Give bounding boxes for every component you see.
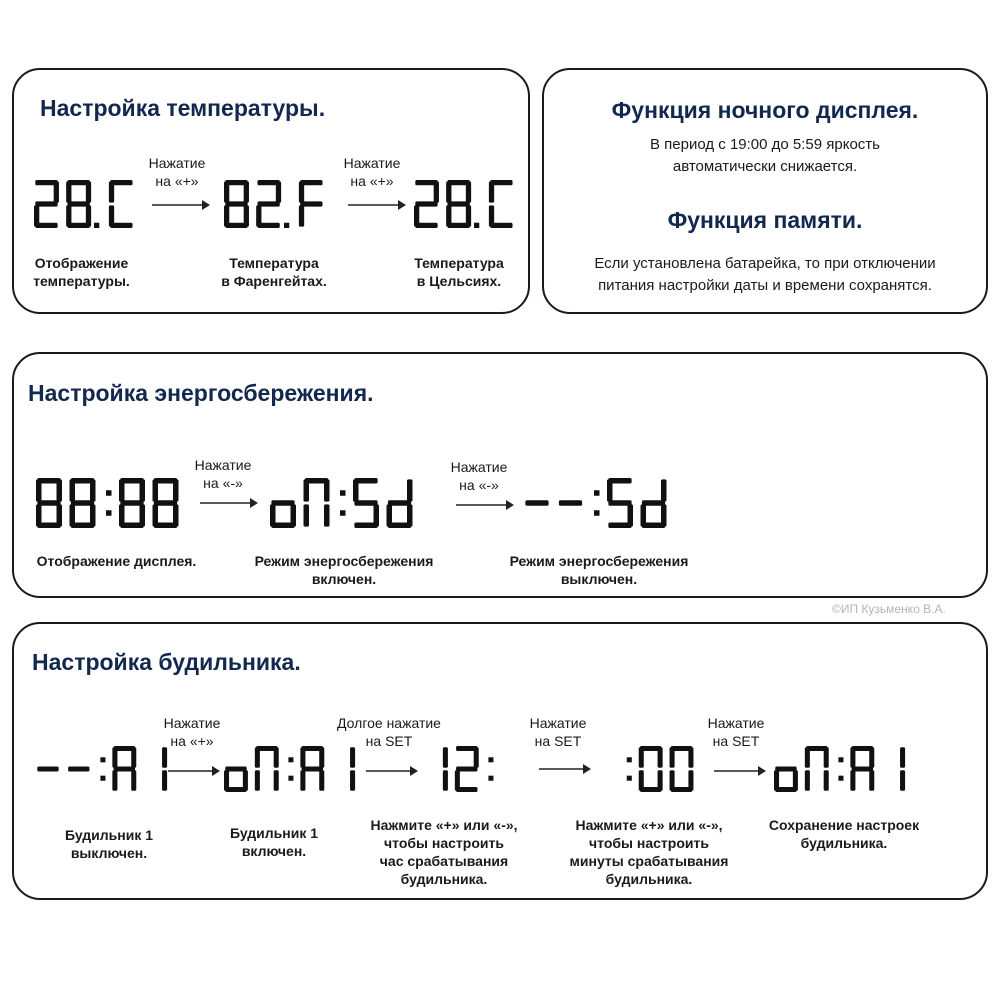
segment-e [641,504,647,526]
segment-b [661,479,667,501]
segment-f [670,747,675,767]
temperature-panel [12,68,530,314]
segment-g [225,766,246,771]
segment-b [869,747,874,767]
segment-c [900,770,905,790]
segment-f [304,479,310,501]
segment-f [66,181,71,202]
segment-f [70,479,76,501]
alarm-arrow-1-label: Нажатие на «+» [163,715,221,749]
segment-c [443,770,448,790]
colon-dot [594,490,600,496]
colon-dot [594,510,600,516]
segment-e [112,770,117,790]
segment-e [639,770,644,790]
segment-g [525,500,548,506]
segment-b [443,747,448,767]
segment-e [304,504,310,526]
segment-e [119,504,125,526]
segment-b [319,747,324,767]
segment-c [869,770,874,790]
segment-e [270,504,276,526]
arrow-icon [714,764,766,782]
segment-b [350,747,355,767]
arrow-icon [456,498,514,516]
segment-e [387,504,393,526]
alarm-caption-5: Сохранение настроек будильника. [768,817,920,851]
segment-c [162,770,167,790]
energy-caption-3: Режим энергосбережения выключен. [509,553,689,587]
segment-e [224,205,229,226]
colon-dot [340,510,346,516]
segment-b [86,181,91,202]
energy-display-2 [270,478,420,530]
segment-f [300,747,305,767]
alarm-caption-4: Нажмите «+» или «-», чтобы настроить минуты срабатывания будильника. [569,817,729,887]
alarm-caption-2: Будильник 1 включен. [229,825,319,859]
segment-f [353,479,359,501]
segment-e [774,770,779,790]
energy-panel [12,352,988,598]
night-memory-panel [542,68,988,314]
alarm-arrow-4-label: Нажатие на SET [707,715,765,749]
segment-b [90,479,96,501]
alarm-display-5 [774,746,912,794]
segment-b [324,479,330,501]
segment-e [446,205,451,226]
segment-e [255,770,260,790]
segment-g [37,500,60,506]
energy-display-1 [36,478,186,530]
segment-g [300,201,322,206]
segment-b [434,181,439,202]
segment-b [824,747,829,767]
segment-g [67,201,89,206]
segment-c [274,770,279,790]
segment-d [257,223,279,228]
segment-g [271,500,294,506]
segment-g [559,500,582,506]
decimal-dot [284,223,289,228]
temp-caption-1: Отображение температуры. [33,255,130,289]
segment-e [66,205,71,226]
segment-f [639,747,644,767]
segment-e [670,770,675,790]
segment-g [154,500,177,506]
segment-b [131,747,136,767]
segment-g [447,201,469,206]
segment-b [276,181,281,202]
colon-dot [627,757,632,762]
segment-e [805,770,810,790]
colon-dot [100,757,105,762]
segment-d [415,223,437,228]
temp-arrow-2-label: Нажатие на «+» [343,155,401,189]
segment-g [225,201,247,206]
segment-d [35,223,57,228]
memory-text: Если установлена батарейка, то при отключении питания настройки даты и времени сохранятся. [594,255,936,294]
segment-g [114,766,135,771]
segment-c [131,770,136,790]
segment-f [805,747,810,767]
segment-b [57,479,63,501]
segment-b [900,747,905,767]
colon-dot [340,490,346,496]
temperature-title: Настройка температуры. [40,95,326,121]
alarm-caption-1: Будильник 1 выключен. [64,827,154,861]
energy-arrow-2-label: Нажатие на «-» [450,459,508,493]
segment-f [607,479,613,501]
segment-e [109,205,114,226]
segment-e [489,205,494,226]
night-title: Функция ночного дисплея. [611,97,919,123]
alarm-arrow-2-label: Долгое нажатие на SET [337,715,441,749]
segment-b [466,181,471,202]
segment-g [68,766,89,771]
segment-e [153,504,159,526]
arrow-icon [539,762,591,780]
segment-g [852,766,873,771]
energy-caption-2: Режим энергосбережения включен. [254,553,434,587]
segment-f [299,181,304,202]
temp-display-3 [414,180,522,230]
segment-f [119,479,125,501]
colon-dot [627,776,632,781]
segment-g [388,500,411,506]
segment-f [112,747,117,767]
colon-dot [288,776,293,781]
arrow-icon [168,764,220,782]
alarm-display-1 [36,746,174,794]
segment-b [658,747,663,767]
colon-dot [838,776,843,781]
alarm-title: Настройка будильника. [32,649,301,675]
segment-e [224,770,229,790]
alarm-caption-3: Нажмите «+» или «-», чтобы настроить час срабатывания будильника. [370,817,518,887]
arrow-icon [348,198,406,216]
segment-f [446,181,451,202]
energy-display-3 [524,478,674,530]
alarm-display-3 [424,746,501,794]
colon-dot [106,490,112,496]
segment-d [354,523,377,529]
segment-d [456,787,477,792]
segment-f [109,181,114,202]
colon-dot [838,757,843,762]
temp-display-1 [34,180,142,230]
colon-dot [488,757,493,762]
segment-b [474,747,479,767]
decimal-dot [474,223,479,228]
temp-display-2 [224,180,332,230]
segment-b [162,747,167,767]
colon-dot [100,776,105,781]
energy-title: Настройка энергосбережения. [28,380,374,406]
segment-g [302,766,323,771]
arrow-icon [152,198,210,216]
segment-b [688,747,693,767]
alarm-display-4 [624,746,701,794]
segment-e [36,504,42,526]
segment-b [54,181,59,202]
arrow-icon [200,496,258,514]
temp-caption-2: Температура в Фаренгейтах. [221,255,327,289]
energy-caption-1: Отображение дисплея. [36,553,197,569]
segment-f [224,181,229,202]
segment-b [274,747,279,767]
segment-f [255,747,260,767]
segment-b [407,479,413,501]
temp-caption-3: Температура в Цельсиях. [414,255,504,289]
alarm-panel [12,622,988,900]
segment-e [850,770,855,790]
arrow-icon [366,764,418,782]
segment-e [299,205,304,226]
energy-arrow-1-label: Нажатие на «-» [194,457,252,491]
alarm-display-2 [224,746,362,794]
segment-c [824,770,829,790]
segment-f [36,479,42,501]
segment-d [608,523,631,529]
segment-c [350,770,355,790]
segment-g [71,500,94,506]
temp-arrow-1-label: Нажатие на «+» [148,155,206,189]
segment-e [300,770,305,790]
segment-f [850,747,855,767]
segment-g [120,500,143,506]
colon-dot [288,757,293,762]
segment-f [489,181,494,202]
segment-c [324,504,330,526]
segment-f [153,479,159,501]
segment-b [140,479,146,501]
night-text: В период с 19:00 до 5:59 яркость автоматически снижается. [649,136,880,175]
alarm-arrow-3-label: Нажатие на SET [529,715,587,749]
segment-g [642,500,665,506]
segment-g [775,766,796,771]
memory-title: Функция памяти. [667,207,863,233]
decimal-dot [94,223,99,228]
colon-dot [106,510,112,516]
segment-c [319,770,324,790]
colon-dot [488,776,493,781]
segment-b [244,181,249,202]
segment-e [70,504,76,526]
segment-g [37,766,58,771]
copyright-text: ©ИП Кузьменко В.А. [832,602,946,616]
